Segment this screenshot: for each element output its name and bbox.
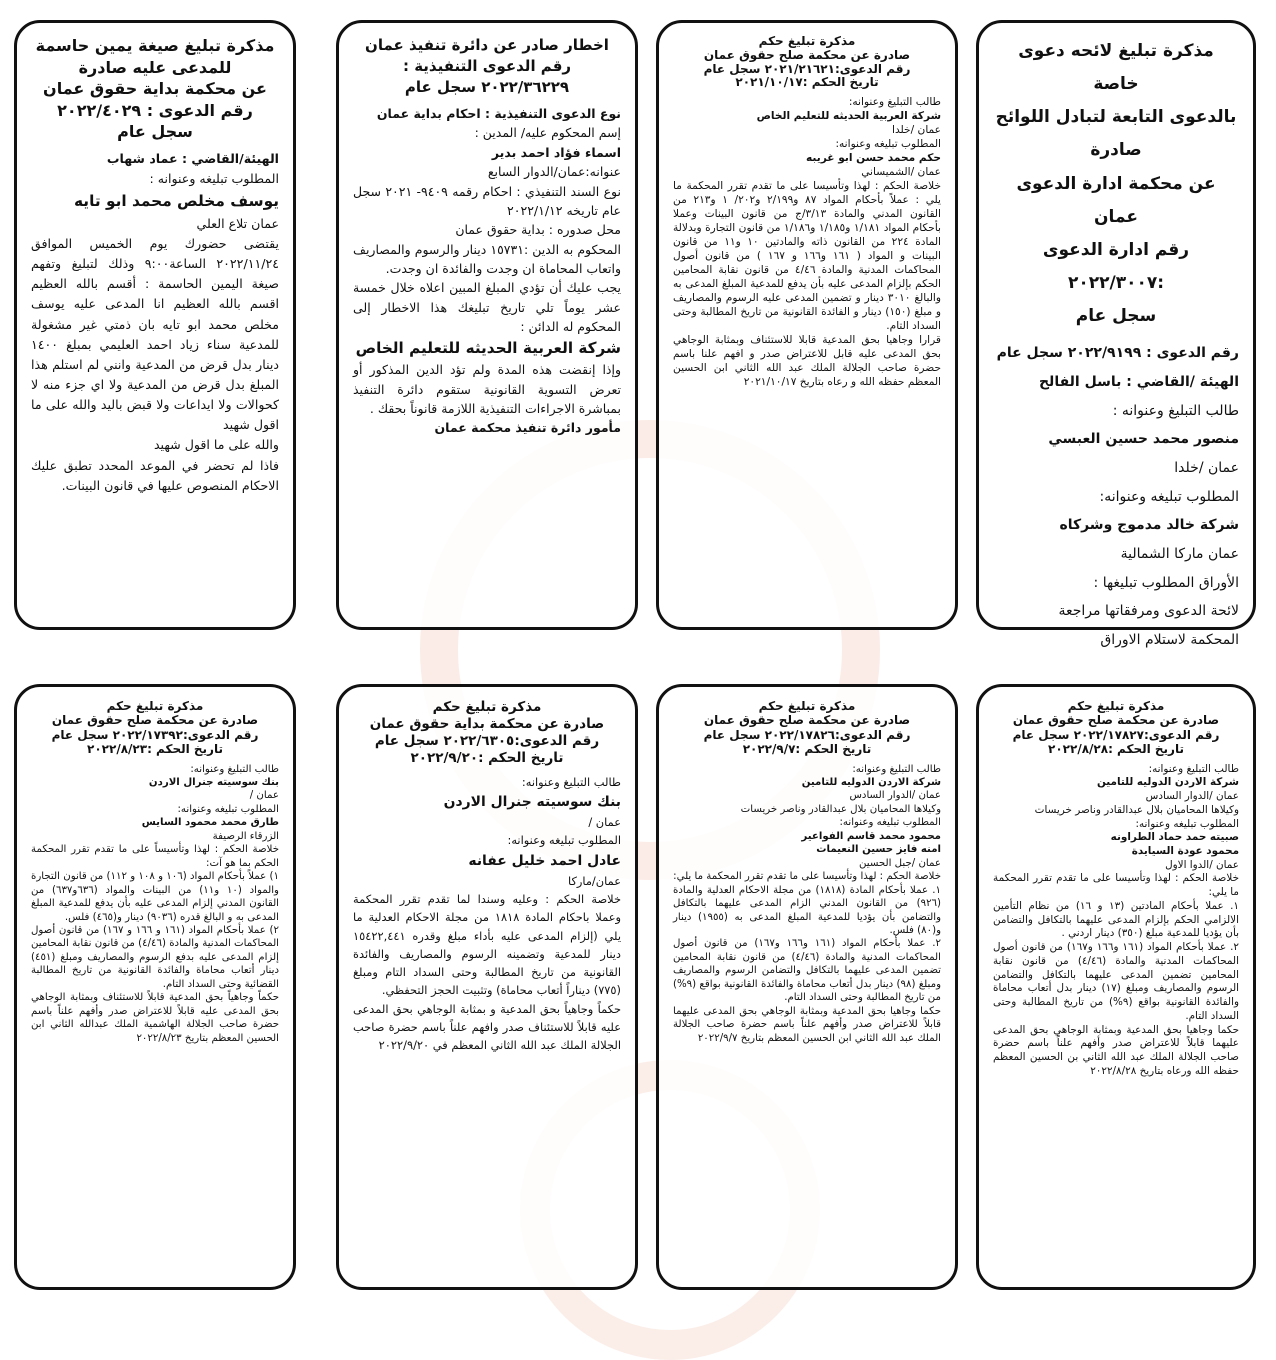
notice-heading: تاريخ الحكم :٢٠٢٢/٩/٢٠	[410, 749, 564, 766]
notice-text: عمان تلاع العلي	[196, 215, 279, 231]
notice-text: وكيلاها المحاميان بلال عبدالقادر وناصر خريسات	[740, 803, 941, 815]
notice-text: الزرقاء الرصيفة	[212, 830, 279, 842]
notice-heading: رقم الدعوى:٢٠٢٢/٦٣٠٥ سجل عام	[374, 732, 600, 749]
notice-heading: صادرة عن محكمة صلح حقوق عمان	[51, 713, 259, 728]
notice-judgment-17827	[976, 684, 1256, 1290]
notice-text: خلاصة الحكم : لهذا وتأسيسا على ما تقدم تقرر المحكمة ما يلي:	[673, 871, 941, 883]
notice-party-name: شركة العربية الحديثه للتعليم الخاص	[355, 338, 621, 357]
notice-party-name: مأمور دائرة تنفيذ محكمة عمان	[434, 420, 621, 436]
notice-heading: مذكرة تبليغ حكم	[432, 699, 542, 715]
notice-heading: صادرة عن محكمة صلح حقوق عمان	[1012, 713, 1220, 728]
notice-heading: رقم الدعوى:٢٠٢٢/١٧٨٢٦ سجل عام	[703, 727, 911, 742]
notice-text: ٢. عملا بأحكام المواد (١٦١ و١٦٦ و١٦٧) من قانون أصول المحاكمات المدنية والمادة (٤/٤٦) من قانون نقابة المحامين تضمين المدعى عليهما بالتكافل والتضامن الرسوم والمصاريف ومبلغ (١٧) دينار بدل أتعاب محاماة والفائدة القانونية بواقع (٩%) من تاريخ المطالبة وحتى السداد التام.	[993, 941, 1239, 1022]
notice-text: وإذا إنقضت هذه المدة ولم تؤد الدين المذكور أو تعرض التسوية القانونية ستقوم دائرة التنفيذ بمباشرة الاجراءات التنفيذية اللازمة قانوناً بحقك .	[353, 362, 621, 416]
notice-heading: صادرة عن محكمة بداية حقوق عمان	[369, 715, 605, 732]
notice-party-name: رقم الدعوى : ٢٠٢٢/٩١٩٩ سجل عام	[996, 345, 1239, 362]
notice-party-name: منصور محمد حسين العبسي	[1048, 431, 1239, 448]
notice-text: عنوانه:عمان/الدوار السابع	[487, 164, 621, 180]
notice-text: المطلوب تبليغه وعنوانه:	[177, 803, 279, 815]
notice-heading: رقم الدعوى:٢٠٢٢/١٧٣٩٢ سجل عام	[51, 727, 259, 742]
notice-text: المحكوم به الدين :١٥٧٣١ دينار والرسوم والمصاريف واتعاب المحاماة ان وجدت والفائدة ان وجدت.	[353, 241, 621, 276]
notice-text: عمان /خلدا	[1174, 460, 1239, 477]
notice-heading: صادرة عن محكمة صلح حقوق عمان	[703, 47, 911, 62]
notice-party-name: امنه فايز حسين النعيمات	[816, 844, 941, 856]
notice-text: طالب التبليغ وعنوانه:	[1148, 762, 1239, 775]
notice-party-name: محمود عودة السيايدة	[1131, 844, 1239, 857]
notice-heading: اخطار صادر عن دائرة تنفيذ عمان	[365, 36, 609, 54]
notice-heading: مذكرة تبليغ حكم	[1067, 699, 1165, 713]
notice-execution-36229	[336, 20, 638, 630]
notice-text: يجب عليك أن تؤدي المبلغ المبين اعلاه خلال خمسة عشر يوماً تلي تاريخ تبليغك هذا الاخطار إلى المحكوم له الدائن :	[353, 280, 621, 335]
notice-heading: مذكرة تبليغ لائحه دعوى خاصة	[1018, 41, 1214, 95]
notice-heading: تاريخ الحكم :٢٠٢٢/٩/٧	[742, 742, 872, 757]
notice-party-name: الهيئة /القاضي : باسل الفالح	[1038, 373, 1239, 390]
notice-text: المطلوب تبليغه وعنوانه:	[507, 833, 621, 848]
notice-heading: سجل عام	[1075, 306, 1157, 327]
notice-text: عمان /جبل الحسين	[859, 857, 941, 869]
notice-text: نوع السند التنفيذي : احكام رقمه ٩٤٠٩- ٢٠٢١ سجل عام تاريخه ٢٠٢٢/١/١٢	[353, 183, 621, 218]
notice-text: خلاصة الحكم : لهذا وتأسيسا على ما تقدم تقرر المحكمة ما يلي:	[993, 872, 1239, 899]
notice-text: فاذا لم تحضر في الموعد المحدد تطبق عليك الاحكام المنصوص عليها في قانون البينات.	[31, 457, 279, 493]
notice-heading: للمدعى عليه صادرة	[78, 57, 232, 77]
notice-text: لائحة الدعوى ومرفقاتها مراجعة	[1058, 603, 1239, 620]
notice-heading: تاريخ الحكم :٢٠٢١/١٠/١٧	[735, 75, 879, 90]
notice-heading: رقم ادارة الدعوى :٢٠٢٢/٣٠٠٧	[1042, 239, 1190, 293]
notice-text: عمان /الدوار السادس	[849, 790, 941, 802]
notice-party-name: محمود محمد قاسم الفواعير	[801, 830, 941, 842]
notice-text: الأوراق المطلوب تبليغها :	[1093, 574, 1239, 591]
notice-text: ١. عملا بأحكام المادة (١٨١٨) من مجلة الاحكام العدلية والمادة (٩٢٦) من القانون المدني الزام المدعى عليهما بالتكافل والتضامن بأن يؤديا للمدعية المبلغ المدعى به (١٩٥٥) دينار و(٨٠) فلس.	[673, 884, 941, 936]
notice-heading: بالدعوى التابعة لتبادل اللوائح صادرة	[995, 107, 1237, 161]
notice-heading: رقم الدعوى:٢٠٢١/٢١٦٢١ سجل عام	[703, 61, 911, 76]
notice-heading: سجل عام	[117, 122, 193, 142]
notice-heading: رقم الدعوى : ٢٠٢٢/٤٠٢٩	[57, 100, 253, 120]
notice-heading: مذكرة تبليغ حكم	[106, 699, 204, 713]
notice-heading: رقم الدعوى التنفيذية :	[402, 57, 572, 75]
notice-text: محل صدوره : بداية حقوق عمان	[455, 222, 621, 238]
notice-text: ٢. عملا بأحكام المواد (١٦١ و١٦٦ و١٦٧) من قانون أصول المحاكمات المدنية والمادة (٤/٤٦) من قانون نقابة المحامين تضمين المدعى عليهما بالتكافل والتضامن الرسوم والمصاريف ومبلغ (٩٨) دينار بدل أتعاب محاماة والفائدة القانونية بواقع (٩%) من تاريخ المطالبة وحتى السداد التام.	[673, 938, 941, 1004]
notice-heading: مذكرة تبليغ حكم	[758, 699, 856, 713]
notice-text: يقتضى حضورك يوم الخميس الموافق ٢٠٢٢/١١/٢٤ الساعة٩:٠٠ وذلك لتبليغ وتفهم صيغة اليمين الحاسمة : أقسم بالله العظيم اقسم بالله العظيم انا المدعى عليه يوسف مخلص محمد ابو تايه بان ذمتي غير مشغولة للمدعية سناء زياد احمد العليمي بمبلغ ١٤٠٠ دينار بدل قرض من المدعية وانني لم استلم هذا المبلغ بدل قرض من المدعية ولا اي جزء منه لا كحوالات ولا ايداعات ولا قبض باليد والله على ما اقول شهيد	[31, 235, 279, 433]
notice-text: خلاصة الحكم : وعليه وسندا لما تقدم تقرر المحكمة وعملا باحكام المادة ١٨١٨ من مجلة الاحكام العدلية ما يلي (إلزام المدعى عليه بأداء مبلغ وقدره ١٥٤٢٢,٤٤١ دينار للمدعية وتضمينه الرسوم والمصاريف والفائدة القانونية من تاريخ المطالبة وحتى السداد التام ومبلغ (٧٧٥) ديناراً أتعاب محاماة) وتثبيت الحجز التحفظي.	[353, 892, 621, 998]
notice-party-name: شركة الاردن الدوليه للتامين	[801, 777, 941, 789]
notice-judgment-17826	[656, 684, 958, 1290]
notice-party-name: اسماء فؤاد احمد بدير	[491, 144, 621, 160]
notice-party-name: عادل احمد خليل عفانه	[468, 852, 621, 869]
notice-text: ١) عملاً بأحكام المواد (١٠٦ و ١٠٨ و ١١٢) من قانون التجارة والمواد (١٠ و١١) من البينات والمواد (٦٣٦و٦٣٧) من القانون المدني إلزام المدعى عليه بأن يدفع للمدعية المبلغ المدعى به و البالغ قدره (٩٠٣٦) دينار و(٤٦٥) فلس.	[31, 871, 279, 923]
notice-text: خلاصة الحكم : لهذا وتأسيساً على ما تقدم تقرر المحكمة الحكم بما هو آت:	[31, 844, 279, 869]
notice-text: المطلوب تبليغه وعنوانه:	[1099, 488, 1239, 505]
notice-text: حكماً وجاهياً بحق المدعية قابلاً للاستئناف وبمثابة الوجاهي بحق المدعى عليه قابلاً للاعتراض صدر وأفهم علناً باسم حضرة صاحب الجلالة الهاشمية الملك عبدالله الثاني ابن الحسين المعظم بتاريخ ٢٠٢٢/٨/٢٣	[31, 992, 279, 1044]
notice-text: حكما وجاهيا بحق المدعية وبمثابة الوجاهي بحق المدعى عليهما قابلاً للاعتراض صدر وأفهم علناً باسم حضرة صاحب الجلالة الملك عبد الله الثاني ابن الحسين المعظم بتاريخ ٢٠٢٢/٩/٧	[673, 1005, 941, 1044]
notice-text: طالب التبليغ وعنوانه:	[190, 763, 279, 775]
notice-text: حكماً وجاهياً بحق المدعية و بمثابة الوجاهي بحق المدعى عليه قابلاً للاستئناف صدر وافهم علناً باسم حضرة صاحب الجلالة الملك عبد الله الثاني المعظم في ٢٠٢٢/٩/٢٠	[353, 1001, 621, 1052]
notice-text: حكما وجاهيا بحق المدعية وبمثابة الوجاهي بحق المدعى عليهما قابلاً للاعتراض صدر وأفهم علناً باسم حضرة صاحب الجلالة الملك عبد الله الثاني بن الحسين المعظم حفظه الله ورعاه بتاريخ ٢٠٢٢/٨/٢٨	[993, 1023, 1239, 1077]
notice-party-name: شركة خالد مدموج وشركاه	[1059, 517, 1239, 534]
notice-decisive-oath	[14, 20, 296, 630]
notice-party-name: شركة الاردن الدوليه للتامين	[1096, 776, 1239, 789]
notice-party-name: صبيته حمد حماد الطراونه	[1110, 831, 1239, 844]
notice-party-name: بنك سوسيته جنرال الاردن	[148, 777, 279, 789]
notice-text: ٢) عملا بأحكام المواد (١٦١ و ١٦٦ و ١٦٧) من قانون أصول المحاكمات المدنية والمادة (٤/٤٦) من قانون نقابة المحامين إلزام المدعى عليه بدفع الرسوم والمصاريف ومبلغ (٤٥١) دينار أتعاب محاماة والفائدة القانونية من تاريخ المطالبة القضائية وحتى السداد التام.	[31, 925, 280, 990]
notice-text: خلاصة الحكم : لهذا وتأسيسا على ما تقدم تقرر المحكمة ما يلي : عملاً بأحكام المواد ٨٧ و٢/١٩٩ و٢٠٢/ ١ و٢١٣ من القانون المدني والمادة ٣/١٣/ج من قانون البينات وعملا بأحكام المواد ١/١٨١ و١/١٨٥ و١/١٨٦ من قانون التجارة وبدلالة المادة ٢٢٤ من القانون ذاته والمادتين ١٠ و١١ من قانون البينات و المواد ( ١٦١ و١٦٦ و ١٦٧ ) من قانون أصول المحاكمات المدنية والمادة ٤/٤٦ من قانون نقابة المحامين الحكم بإلزام المدعى عليه بأن يدفع للمدعية المبلغ المدعى به والبالغ ٣٠١٠ دينار و تضمين المدعى عليه الرسوم والمصاريف و مبلغ (١٥٠) دينار و الفائدة القانونية من تاريخ المطالبة وحتى السداد التام.	[673, 180, 941, 332]
notice-text: عمان /خلدا	[892, 124, 941, 137]
notice-text: قرارا وجاهيا بحق المدعية قابلا للاستئناف وبمثابة الوجاهي بحق المدعى عليه قابل للاعتراض صدر و افهم علنا باسم حضرة صاحب الجلالة الملك عبد الله الثاني ابن الحسين المعظم حفظه الله و رعاه بتاريخ ٢٠٢١/١٠/١٧	[673, 333, 941, 388]
notice-text: طالب التبليغ وعنوانه :	[1112, 402, 1239, 419]
notice-case-management-statement	[976, 20, 1256, 649]
notice-text: المطلوب تبليغه وعنوانه:	[839, 817, 941, 829]
notice-heading: مذكرة تبليغ صيغة يمين حاسمة	[35, 36, 275, 55]
notice-heading: تاريخ الحكم :٢٠٢٢/٨/٢٨	[1048, 742, 1184, 757]
notice-heading: ٢٠٢٢/٣٦٢٢٩ سجل عام	[404, 78, 570, 96]
notice-heading: تاريخ الحكم :٢٠٢٢/٨/٢٣	[87, 742, 223, 757]
notice-party-name: الهيئة/القاضي : عماد شهاب	[106, 150, 279, 166]
notice-judgment-17392	[14, 684, 296, 1290]
notice-judgment-21621	[656, 20, 958, 630]
notice-text: عمان ماركا الشمالية	[1120, 546, 1239, 563]
notice-text: المطلوب تبليغه وعنوانه :	[149, 171, 279, 187]
notice-party-name: يوسف مخلص محمد ابو تايه	[73, 192, 279, 211]
notice-text: إسم المحكوم عليه/ المدين :	[474, 125, 621, 141]
notice-party-name: نوع الدعوى التنفيذية : احكام بداية عمان	[376, 106, 621, 121]
notice-judgment-6305	[336, 684, 638, 1290]
notice-text: عمان /	[588, 815, 621, 829]
notice-party-name: حكم محمد حسن ابو غريبه	[805, 152, 941, 165]
notice-text: عمان /	[249, 790, 279, 802]
notice-text: عمان/ماركا	[567, 873, 621, 888]
notice-heading: عن محكمة بداية حقوق عمان	[43, 79, 267, 99]
notice-party-name: شركة العربية الحديثه للتعليم الخاص	[756, 110, 941, 123]
notice-heading: صادرة عن محكمة صلح حقوق عمان	[703, 713, 911, 728]
notice-party-name: طارق محمد محمود السايس	[141, 817, 279, 829]
notice-text: عمان /الدوار السادس	[1145, 790, 1239, 803]
notice-text: المحكمة لاستلام الاوراق	[1100, 632, 1239, 649]
notice-heading: عن محكمة ادارة الدعوى عمان	[1016, 173, 1216, 227]
notice-text: طالب التبليغ وعنوانه:	[848, 96, 941, 109]
notice-party-name: بنك سوسيته جنرال الاردن	[443, 793, 621, 810]
notice-text: وكيلاها المحاميان بلال عبدالقادر وناصر خريسات	[1034, 803, 1239, 816]
notice-heading: مذكرة تبليغ حكم	[758, 34, 856, 48]
notice-text: طالب التبليغ وعنوانه:	[852, 763, 941, 775]
notice-text: ١. عملا بأحكام المادتين (١٣ و ١٦) من نظام التأمين الالزامي الحكم بإلزام المدعى عليهما بالتكافل والتضامن بأن يؤديا للمدعية مبلغ (٣٥٠) دينار اردني .	[993, 899, 1240, 940]
notice-text: المطلوب تبليغه وعنوانه:	[835, 138, 941, 151]
notice-text: طالب التبليغ وعنوانه:	[521, 774, 621, 789]
notice-text: عمان /الدوا الاول	[1165, 858, 1239, 871]
notice-text: والله على ما اقول شهيد	[153, 437, 279, 453]
notice-text: عمان /الشميساني	[861, 166, 941, 179]
notice-heading: رقم الدعوى:٢٠٢٢/١٧٨٢٧ سجل عام	[1012, 727, 1220, 742]
notice-text: المطلوب تبليغه وعنوانه:	[1135, 817, 1239, 830]
